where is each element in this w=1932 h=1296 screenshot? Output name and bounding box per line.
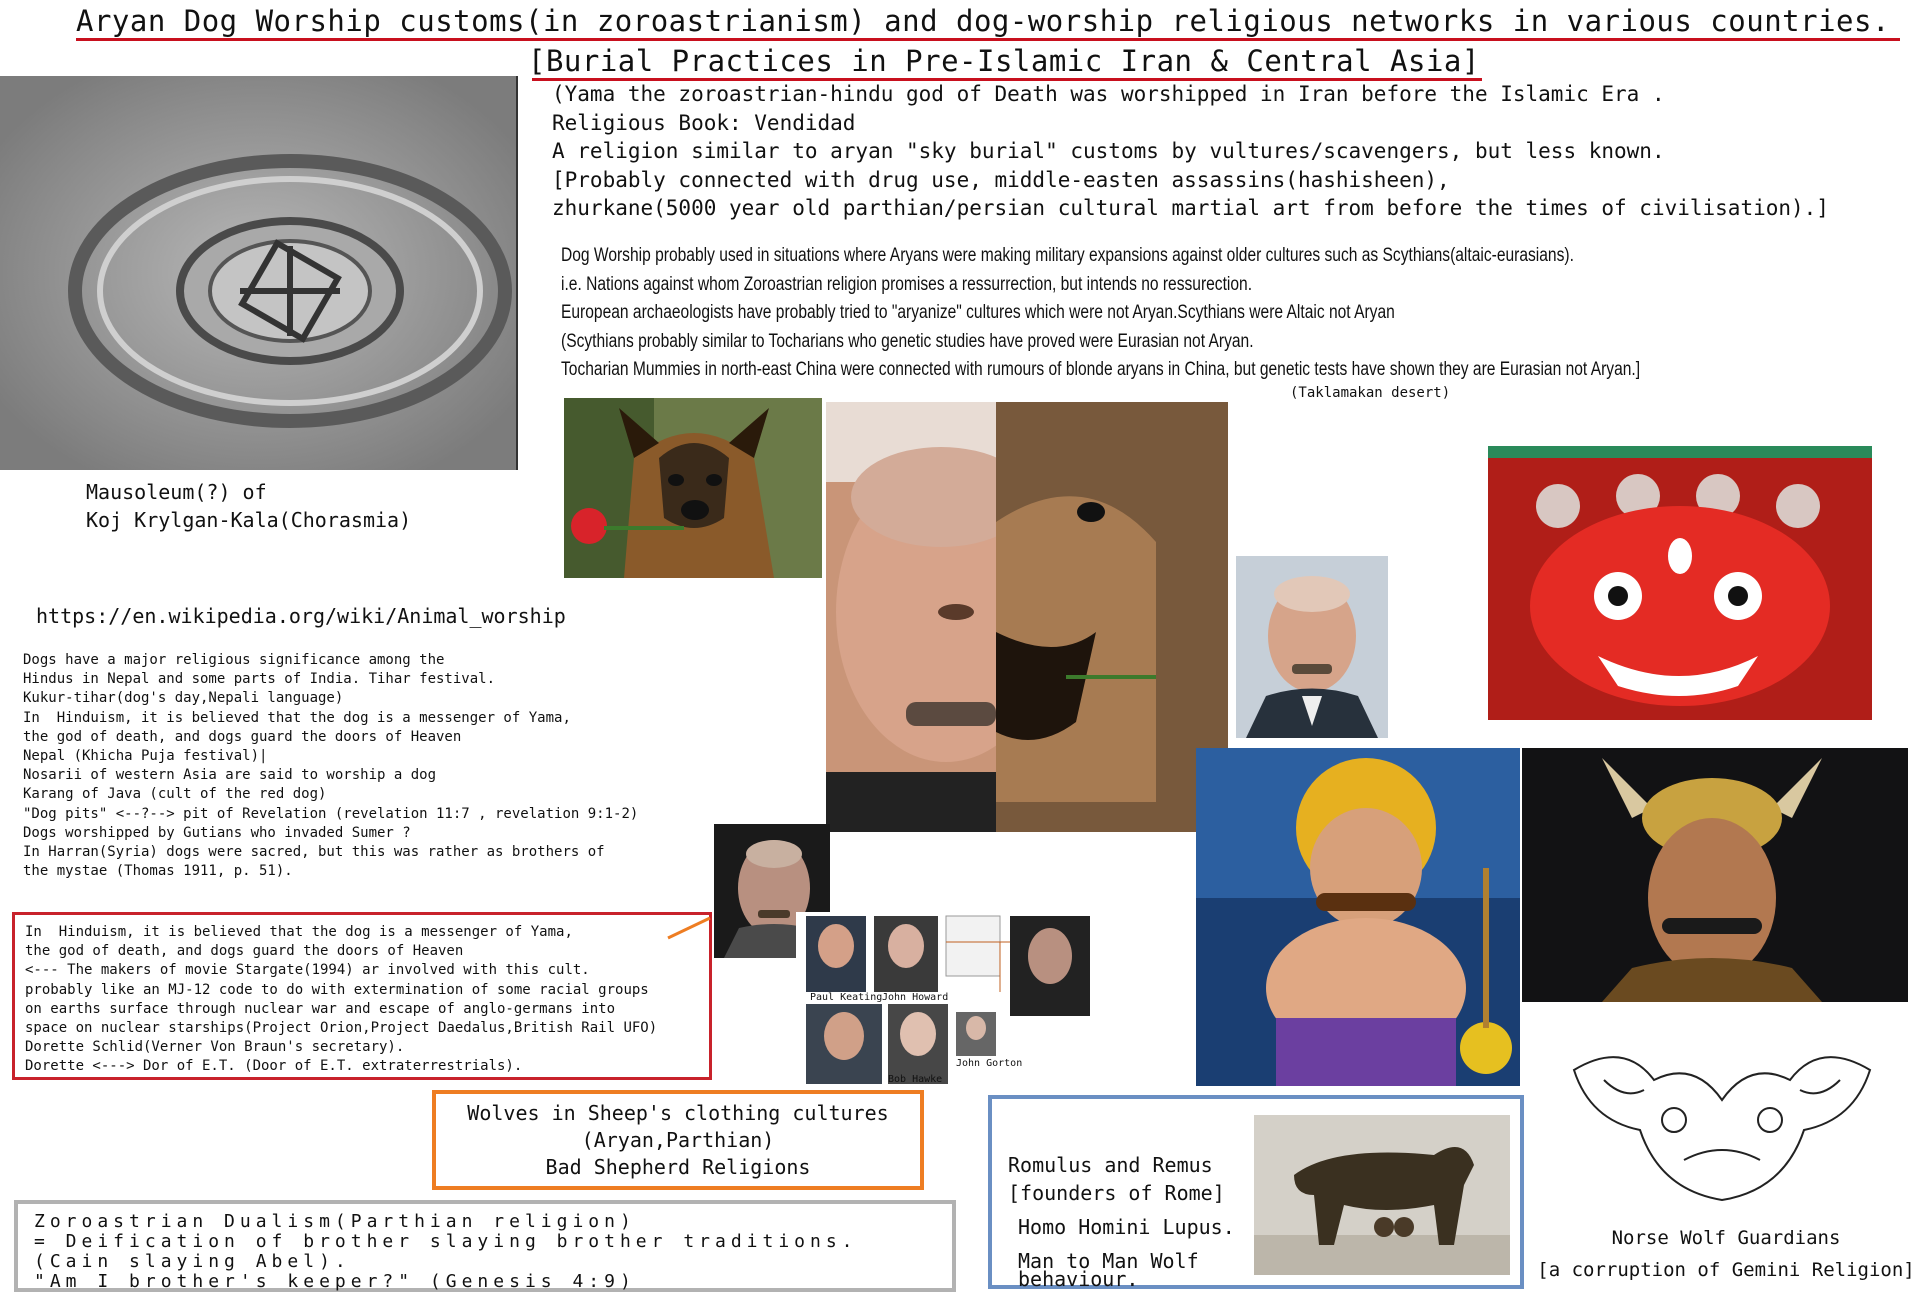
notes-line: Tocharian Mummies in north-east China were connected with rumours of blonde aryans in China, but genetic tests have shown they are Eurasian not Aryan.] <box>561 359 1641 380</box>
text-line: on earths surface through nuclear war and escape of anglo-germans into <box>25 1000 616 1017</box>
text-line: Dorette Schlid(Verner Von Braun's secretary). <box>25 1039 405 1056</box>
text-line: Kukur-tihar(dog's day,Nepali language) <box>23 690 344 707</box>
notes-line: European archaeologists have probably tried to "aryanize" cultures which were not Aryan.Scythians were Altaic not Aryan <box>561 302 1395 323</box>
taklamakan-note: (Taklamakan desert) <box>1290 385 1451 401</box>
text-line: "Dog pits" <--?--> pit of Revelation (revelation 11:7 , revelation 9:1-2) <box>23 805 639 822</box>
text-line: the god of death, and dogs guard the doors of Heaven <box>23 728 462 745</box>
dogs-significance-text <box>23 651 638 881</box>
wolves-sheep-box <box>432 1090 924 1190</box>
text-line: Dogs have a major religious significance among the <box>23 652 445 668</box>
intro-line: A religion similar to aryan "sky burial" customs by vultures/scavengers, but less known. <box>552 139 1665 163</box>
collage-caption: Bob Hawke <box>888 1074 943 1085</box>
intro-line: Religious Book: Vendidad <box>552 110 856 135</box>
text-line: Norse Wolf Guardians <box>1611 1227 1841 1249</box>
split-face-image <box>826 402 1228 832</box>
pointer-line <box>664 912 714 942</box>
intro-text <box>552 80 1829 223</box>
collage-caption: John Howard <box>882 992 949 1003</box>
text-line: Hindus in Nepal and some parts of India. Tihar festival. <box>23 671 496 688</box>
yama-illustration <box>1196 748 1520 1086</box>
man-portrait-photo <box>1236 556 1388 738</box>
collage-caption: John Gorton <box>956 1058 1023 1069</box>
text-line: space on nuclear starships(Project Orion,Project Daedalus,British Rail UFO) <box>25 1020 658 1037</box>
text-line: (Cain slaying Abel). <box>34 1251 351 1272</box>
zoroastrian-dualism-box <box>14 1200 956 1292</box>
text-line: [founders of Rome] <box>1008 1181 1225 1205</box>
man-dog-split-photo <box>826 402 1228 832</box>
dog-image <box>564 398 822 578</box>
portrait-image <box>1236 556 1388 738</box>
mausoleum-photo <box>0 76 518 470</box>
intro-line: [Probably connected with drug use, middle-easten assassins(hashisheen), <box>552 167 1450 192</box>
text-line: the mystae (Thomas 1911, p. 51). <box>23 863 293 880</box>
notes-text <box>561 242 1640 385</box>
intro-line: (Yama the zoroastrian-hindu god of Death was worshipped in Iran before the Islamic Era . <box>552 82 1665 106</box>
text-line: Man to Man Wolf <box>1018 1249 1199 1273</box>
text-line: the god of death, and dogs guard the doors of Heaven <box>25 943 464 960</box>
text-line: Bad Shepherd Religions <box>545 1155 811 1179</box>
wolf-guardian-image <box>1564 1040 1880 1220</box>
text-line: (Aryan,Parthian) <box>581 1128 775 1152</box>
text-line: Homo Homini Lupus. <box>1018 1215 1235 1239</box>
text-line: Dorette <---> Dor of E.T. (Door of E.T. extraterrestrials). <box>25 1058 523 1075</box>
romulus-remus-box <box>988 1095 1524 1289</box>
warrior-image <box>1522 748 1908 1002</box>
text-line: Nepal (Khicha Puja festival)| <box>23 748 268 765</box>
mausoleum-aerial-image <box>0 76 516 470</box>
norse-caption <box>1536 1222 1916 1286</box>
text-line: Zoroastrian Dualism(Parthian religion) <box>34 1211 636 1232</box>
she-wolf-statue-photo <box>1254 1115 1510 1275</box>
intro-line: zhurkane(5000 year old parthian/persian cultural martial art from before the times of civilisation).] <box>552 196 1829 220</box>
text-line: = Deification of brother slaying brother traditions. <box>34 1231 858 1252</box>
caption-line: Mausoleum(?) of <box>86 480 267 504</box>
text-line: Nosarii of western Asia are said to worship a dog <box>23 767 437 784</box>
text-line: Romulus and Remus <box>1008 1153 1213 1177</box>
page-title: Aryan Dog Worship customs(in zoroastrianism) and dog-worship religious networks in various countries. <box>76 4 1890 38</box>
page-subtitle: [Burial Practices in Pre-Islamic Iran & Central Asia] <box>528 44 1480 78</box>
norse-wolf-drawing <box>1564 1040 1880 1220</box>
collage-caption: Paul Keating <box>810 992 883 1003</box>
text-line: behaviour. <box>1018 1267 1139 1291</box>
wiki-link[interactable]: https://en.wikipedia.org/wiki/Animal_worship <box>36 604 566 628</box>
title-underline <box>76 38 1900 41</box>
stargate-cult-box <box>12 912 712 1080</box>
text-line: In Hinduism, it is believed that the dog is a messenger of Yama, <box>25 924 573 940</box>
capitoline-wolf-image <box>1254 1115 1510 1275</box>
notes-line: (Scythians probably similar to Tocharians who genetic studies have proved were Eurasian not Aryan. <box>561 330 1254 352</box>
text-line: In Harran(Syria) dogs were sacred, but this was rather as brothers of <box>23 844 605 861</box>
mausoleum-caption <box>86 478 411 534</box>
red-deity-painting <box>1488 446 1872 720</box>
deity-mask-image <box>1488 446 1872 720</box>
text-line: Dogs worshipped by Gutians who invaded Sumer ? <box>23 824 411 841</box>
text-line: [a corruption of Gemini Religion] <box>1537 1259 1915 1281</box>
text-line: Wolves in Sheep's clothing cultures <box>467 1101 889 1125</box>
notes-line: i.e. Nations against whom Zoroastrian religion promises a ressurrection, but intends no ressurection. <box>561 273 1253 295</box>
yama-cartoon-image <box>1196 748 1520 1086</box>
caption-line: Koj Krylgan-Kala(Chorasmia) <box>86 508 412 532</box>
text-line: "Am I brother's keeper?" (Genesis 4:9) <box>34 1271 636 1292</box>
horned-warrior-photo <box>1522 748 1908 1002</box>
text-line: In Hinduism, it is believed that the dog is a messenger of Yama, <box>23 709 571 726</box>
dog-flower-photo <box>564 398 822 578</box>
text-line: Karang of Java (cult of the red dog) <box>23 786 327 803</box>
text-line: <--- The makers of movie Stargate(1994) ar involved with this cult. <box>25 962 590 979</box>
politicians-collage <box>796 912 1098 1088</box>
text-line: probably like an MJ-12 code to do with extermination of some racial groups <box>25 981 649 998</box>
notes-line: Dog Worship probably used in situations where Aryans were making military expansions against older cultures such as Scythians(altaic-eurasians). <box>561 245 1574 266</box>
